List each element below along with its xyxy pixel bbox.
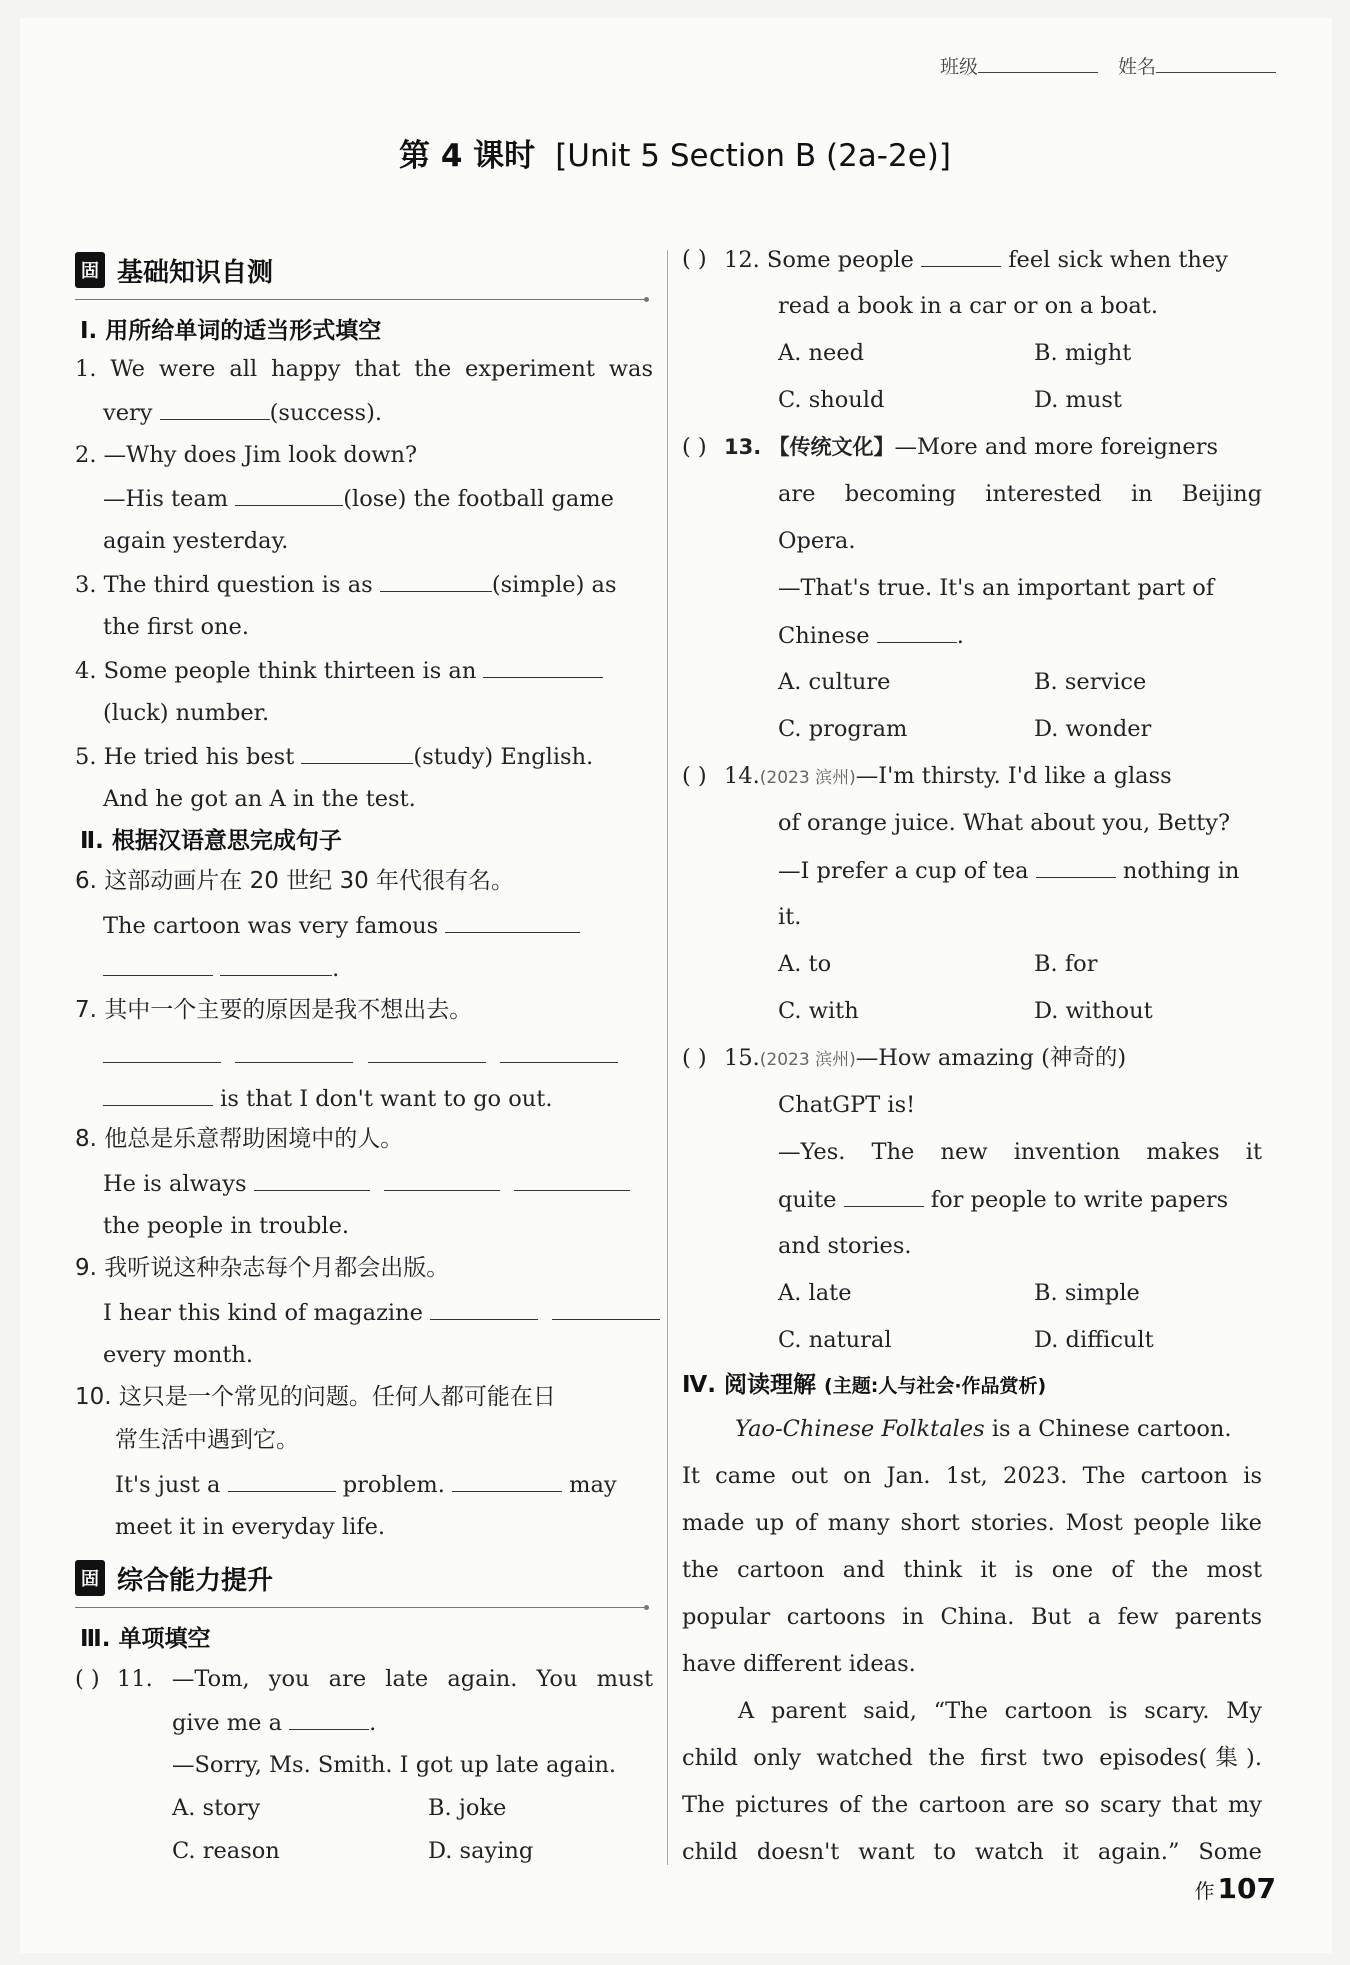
class-label: 班级 xyxy=(939,56,978,78)
q11-option-b[interactable]: B. joke xyxy=(428,1795,507,1821)
q10-chinese-2: 常生活中遇到它。 xyxy=(115,1427,299,1453)
q3-blank[interactable] xyxy=(380,569,492,592)
q15-answer-bracket[interactable]: ( ) xyxy=(682,1045,707,1071)
q13-line2: are becoming interested in Beijing xyxy=(778,481,1262,507)
q15-line5: and stories. xyxy=(778,1233,912,1259)
q14-option-b[interactable]: B. for xyxy=(1034,951,1098,977)
q13-option-b[interactable]: B. service xyxy=(1034,669,1147,695)
q14-line4: it. xyxy=(778,904,802,930)
q4-line1: 4. Some people think thirteen is an xyxy=(75,655,603,686)
q15-option-b[interactable]: B. simple xyxy=(1034,1280,1140,1306)
q1-line2: very (success). xyxy=(103,397,382,428)
section-title: 综合能力提升 xyxy=(117,1565,274,1596)
q5-line2: And he got an A in the test. xyxy=(103,786,416,812)
q7-blank-1[interactable] xyxy=(103,1040,221,1063)
q6-english: The cartoon was very famous xyxy=(103,910,580,941)
q13-option-c[interactable]: C. program xyxy=(778,716,908,742)
q12-option-a[interactable]: A. need xyxy=(778,340,865,366)
q14-option-d[interactable]: D. without xyxy=(1034,998,1153,1024)
reading-p2-line3: The pictures of the cartoon are so scary that my xyxy=(682,1792,1262,1818)
section-rule xyxy=(75,299,645,300)
lesson-number: 第 4 课时 xyxy=(399,138,536,174)
reading-p2-line1: A parent said, “The cartoon is scary. My xyxy=(738,1698,1262,1724)
reading-p1-line3: made up of many short stories. Most people like xyxy=(682,1510,1262,1536)
q15-line2: ChatGPT is! xyxy=(778,1092,916,1118)
part-2-heading: Ⅱ. 根据汉语意思完成句子 xyxy=(80,828,342,854)
section-comprehensive xyxy=(75,1556,273,1600)
q11-line2: give me a . xyxy=(172,1707,376,1738)
q9-chinese: 9. 我听说这种杂志每个月都会出版。 xyxy=(75,1255,450,1281)
q1-blank[interactable] xyxy=(160,397,270,420)
q15-line4: quite for people to write papers xyxy=(778,1184,1228,1215)
q13-line1: 13. 【传统文化】—More and more foreigners xyxy=(724,434,1219,460)
q6-blank-2[interactable] xyxy=(103,953,213,976)
q8-blank-3[interactable] xyxy=(514,1168,630,1191)
q7-chinese: 7. 其中一个主要的原因是我不想出去。 xyxy=(75,997,473,1023)
q10-blank-1[interactable] xyxy=(228,1469,336,1492)
q12-option-c[interactable]: C. should xyxy=(778,387,885,413)
name-label: 姓名 xyxy=(1117,56,1156,78)
page-number: 作 107 xyxy=(1194,1872,1276,1905)
q12-line1: 12. Some people feel sick when they xyxy=(724,244,1228,275)
q2-line3: again yesterday. xyxy=(103,528,289,554)
q13-line4: —That's true. It's an important part of xyxy=(778,575,1215,601)
class-name-fields xyxy=(940,52,1276,79)
q6-chinese: 6. 这部动画片在 20 世纪 30 年代很有名。 xyxy=(75,868,515,894)
part-3-heading: Ⅲ. 单项填空 xyxy=(80,1626,211,1652)
section-rule xyxy=(75,1607,645,1608)
q13-tag: 13. 【传统文化】 xyxy=(724,435,895,459)
q3-line2: the first one. xyxy=(103,614,250,640)
q14-source: (2023 滨州) xyxy=(759,768,856,788)
q11-blank[interactable] xyxy=(289,1707,369,1730)
q13-line3: Opera. xyxy=(778,528,856,554)
q9-blank-1[interactable] xyxy=(430,1297,538,1320)
q7-blank-3[interactable] xyxy=(368,1040,486,1063)
q7-blank-5[interactable] xyxy=(103,1083,213,1106)
reading-p1-line5: popular cartoons in China. But a few parents xyxy=(682,1604,1262,1630)
q3-line1: 3. The third question is as (simple) as xyxy=(75,569,617,600)
q9-line3: every month. xyxy=(103,1342,254,1368)
q10-english: It's just a problem. may xyxy=(115,1469,617,1500)
section-title: 基础知识自测 xyxy=(117,257,274,288)
q1-line1: 1. We were all happy that the experiment was xyxy=(75,356,653,382)
q14-blank[interactable] xyxy=(1036,855,1116,878)
lesson-unit: [Unit 5 Section B (2a-2e)] xyxy=(555,138,951,174)
q12-option-d[interactable]: D. must xyxy=(1034,387,1122,413)
section-badge-icon: 固 xyxy=(75,1560,105,1596)
reading-p2-line4: child doesn't want to watch it again.” Some xyxy=(682,1839,1262,1865)
q8-english: He is always xyxy=(103,1168,630,1199)
q9-blank-2[interactable] xyxy=(552,1297,660,1320)
q11-line3: —Sorry, Ms. Smith. I got up late again. xyxy=(172,1752,617,1778)
q2-line2: —His team (lose) the football game xyxy=(103,483,614,514)
reading-p1-line1: Yao-Chinese Folktales is a Chinese cartoon. xyxy=(735,1416,1232,1442)
q15-option-c[interactable]: C. natural xyxy=(778,1327,892,1353)
q15-source: (2023 滨州) xyxy=(759,1050,856,1070)
q12-line2: read a book in a car or on a boat. xyxy=(778,293,1158,319)
q13-blank[interactable] xyxy=(877,620,957,643)
q7-english: is that I don't want to go out. xyxy=(103,1083,552,1114)
q10-line4: meet it in everyday life. xyxy=(115,1514,386,1540)
q11-option-c[interactable]: C. reason xyxy=(172,1838,280,1864)
section-badge-icon: 固 xyxy=(75,252,105,288)
cartoon-title: Yao-Chinese Folktales xyxy=(735,1416,985,1442)
q15-option-a[interactable]: A. late xyxy=(778,1280,852,1306)
q12-blank[interactable] xyxy=(921,244,1001,267)
q2-blank[interactable] xyxy=(235,483,343,506)
q12-answer-bracket[interactable]: ( ) xyxy=(682,246,707,272)
q15-line3: —Yes. The new invention makes it xyxy=(778,1139,1262,1165)
q9-english: I hear this kind of magazine xyxy=(103,1297,660,1328)
part-4-heading: Ⅳ. 阅读理解 (主题:人与社会·作品赏析) xyxy=(682,1372,1047,1398)
q14-line1: 14.(2023 滨州)—I'm thirsty. I'd like a glass xyxy=(724,763,1172,789)
q14-answer-bracket[interactable]: ( ) xyxy=(682,763,707,789)
q14-line2: of orange juice. What about you, Betty? xyxy=(778,810,1231,836)
q4-line2: (luck) number. xyxy=(103,700,270,726)
q13-line5: Chinese . xyxy=(778,620,964,651)
q13-option-d[interactable]: D. wonder xyxy=(1034,716,1152,742)
column-divider xyxy=(667,250,668,1865)
q13-option-a[interactable]: A. culture xyxy=(778,669,891,695)
q11-option-d[interactable]: D. saying xyxy=(428,1838,534,1864)
q8-chinese: 8. 他总是乐意帮助困境中的人。 xyxy=(75,1126,404,1152)
q13-answer-bracket[interactable]: ( ) xyxy=(682,434,707,460)
q4-blank[interactable] xyxy=(483,655,603,678)
name-blank[interactable] xyxy=(1156,54,1276,73)
q10-blank-2[interactable] xyxy=(452,1469,562,1492)
q15-option-d[interactable]: D. difficult xyxy=(1034,1327,1154,1353)
q5-line1: 5. He tried his best (study) English. xyxy=(75,741,593,772)
q14-line3: —I prefer a cup of tea nothing in xyxy=(778,855,1239,886)
q14-option-c[interactable]: C. with xyxy=(778,998,859,1024)
q7-blanks-line xyxy=(103,1040,618,1071)
q7-blank-2[interactable] xyxy=(235,1040,353,1063)
q5-blank[interactable] xyxy=(301,741,413,764)
q11-option-a[interactable]: A. story xyxy=(172,1795,261,1821)
q8-line3: the people in trouble. xyxy=(103,1213,350,1239)
q8-blank-1[interactable] xyxy=(254,1168,370,1191)
q8-blank-2[interactable] xyxy=(384,1168,500,1191)
section-basic-knowledge xyxy=(75,248,273,292)
q6-blank-3[interactable] xyxy=(220,953,332,976)
lesson-title xyxy=(0,130,1350,175)
reading-p1-line2: It came out on Jan. 1st, 2023. The cartoon is xyxy=(682,1463,1262,1489)
q11-line1: 11. —Tom, you are late again. You must xyxy=(117,1666,653,1692)
q15-blank[interactable] xyxy=(844,1184,924,1207)
reading-p1-line6: have different ideas. xyxy=(682,1651,916,1677)
q2-line1: 2. —Why does Jim look down? xyxy=(75,442,418,468)
q6-blank-1[interactable] xyxy=(445,910,580,933)
q12-option-b[interactable]: B. might xyxy=(1034,340,1132,366)
part-1-heading: Ⅰ. 用所给单词的适当形式填空 xyxy=(80,318,382,344)
reading-p2-line2: child only watched the first two episodes(集). xyxy=(682,1745,1262,1771)
q6-blanks-line: . xyxy=(103,953,339,984)
q14-option-a[interactable]: A. to xyxy=(778,951,832,977)
q11-answer-bracket[interactable]: ( ) xyxy=(75,1666,100,1692)
q10-chinese-1: 10. 这只是一个常见的问题。任何人都可能在日 xyxy=(75,1384,556,1410)
reading-p1-line4: the cartoon and think it is one of the most xyxy=(682,1557,1262,1583)
q7-blank-4[interactable] xyxy=(500,1040,618,1063)
class-blank[interactable] xyxy=(978,54,1098,73)
q15-line1: 15.(2023 滨州)—How amazing (神奇的) xyxy=(724,1045,1127,1071)
